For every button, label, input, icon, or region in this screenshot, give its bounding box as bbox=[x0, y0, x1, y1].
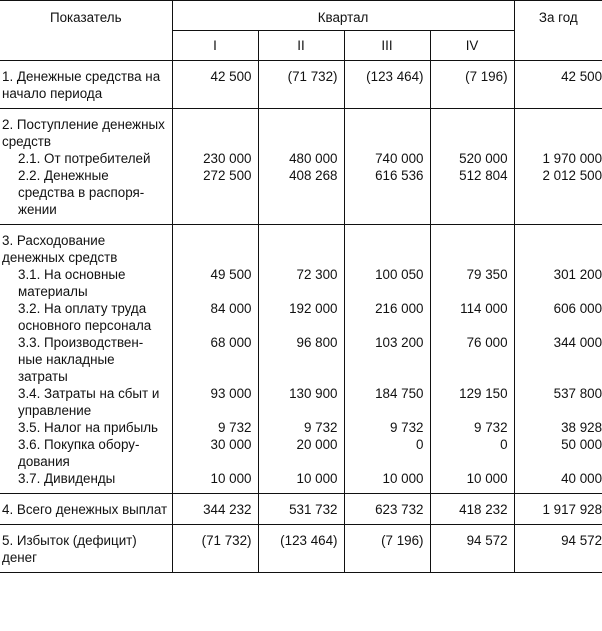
table-row bbox=[0, 225, 602, 267]
cell-quarter-1: 42 500 bbox=[172, 61, 258, 109]
table-row bbox=[0, 150, 602, 167]
cell-quarter-2: 408 268 bbox=[258, 167, 344, 225]
cell-quarter-3: 740 000 bbox=[344, 150, 430, 167]
cell-quarter-3: 0 bbox=[344, 436, 430, 470]
cell-quarter-2: 9 732 bbox=[258, 419, 344, 436]
header-quarter-4: IV bbox=[430, 31, 514, 61]
row-label: 3. Расходование денежных средств bbox=[0, 225, 172, 267]
header-quarter-3: III bbox=[344, 31, 430, 61]
cell-year: 301 200 bbox=[553, 267, 602, 282]
cell-quarter-3 bbox=[344, 225, 430, 267]
row-label: 2.1. От потребителей bbox=[0, 150, 172, 167]
cell-quarter-2: 72 300 bbox=[258, 266, 344, 300]
row-label: 3.3. Производствен-ные накладные затраты bbox=[0, 334, 172, 385]
cell-quarter-4: 418 232 bbox=[430, 494, 514, 525]
table-row bbox=[0, 419, 602, 436]
cell-year: 2 012 500 bbox=[542, 168, 602, 183]
row-label: 3.1. На основные материалы bbox=[0, 266, 172, 300]
cell-quarter-2: 20 000 bbox=[258, 436, 344, 470]
table-body bbox=[0, 61, 602, 573]
cell-quarter-4: 0 bbox=[430, 436, 514, 470]
row-label: 1. Денежные средства на начало периода bbox=[0, 61, 172, 109]
table-row bbox=[0, 494, 602, 525]
cell-year: 344 000 bbox=[553, 335, 602, 350]
cell-quarter-4: 129 150 bbox=[430, 385, 514, 419]
cell-quarter-4: (7 196) bbox=[430, 61, 514, 109]
row-label: 4. Всего денежных выплат bbox=[0, 494, 172, 525]
cell-quarter-3: 216 000 bbox=[344, 300, 430, 334]
table-row bbox=[0, 525, 602, 573]
row-label: 5. Избыток (дефицит) денег bbox=[0, 525, 172, 573]
cell-quarter-2 bbox=[258, 109, 344, 151]
cell-quarter-4: 10 000 bbox=[430, 470, 514, 494]
cell-quarter-2: 130 900 bbox=[258, 385, 344, 419]
cell-quarter-1: 344 232 bbox=[172, 494, 258, 525]
header-quarter-1: I bbox=[172, 31, 258, 61]
row-label: 2.2. Денежные средства в распоря-жении bbox=[0, 167, 172, 225]
cell-year: 1 917 928 bbox=[542, 502, 602, 517]
table-row bbox=[0, 385, 602, 419]
cell-quarter-1: 30 000 bbox=[172, 436, 258, 470]
cell-year: 38 928 bbox=[561, 420, 602, 435]
row-label: 3.6. Покупка обору-дования bbox=[0, 436, 172, 470]
row-label: 3.4. Затраты на сбыт и управление bbox=[0, 385, 172, 419]
cell-quarter-3: 9 732 bbox=[344, 419, 430, 436]
header-quarter: Квартал bbox=[172, 1, 514, 31]
table-row bbox=[0, 109, 602, 151]
row-label: 3.2. На оплату труда основного персонала bbox=[0, 300, 172, 334]
cell-quarter-1: 10 000 bbox=[172, 470, 258, 494]
cell-quarter-2 bbox=[258, 225, 344, 267]
cell-quarter-3: 10 000 bbox=[344, 470, 430, 494]
header-indicator: Показатель bbox=[0, 1, 172, 61]
cell-quarter-2: 192 000 bbox=[258, 300, 344, 334]
cell-quarter-1: 272 500 bbox=[172, 167, 258, 225]
cell-year: 42 500 bbox=[561, 69, 602, 84]
cell-quarter-4: 520 000 bbox=[430, 150, 514, 167]
cell-quarter-3: 623 732 bbox=[344, 494, 430, 525]
cell-year: 1 970 000 bbox=[542, 151, 602, 166]
cell-quarter-4: 76 000 bbox=[430, 334, 514, 385]
cell-quarter-3: 103 200 bbox=[344, 334, 430, 385]
cell-quarter-4: 512 804 bbox=[430, 167, 514, 225]
cell-quarter-1: 9 732 bbox=[172, 419, 258, 436]
cell-quarter-4 bbox=[430, 225, 514, 267]
cell-quarter-1: 93 000 bbox=[172, 385, 258, 419]
cell-quarter-2: 96 800 bbox=[258, 334, 344, 385]
cell-quarter-1 bbox=[172, 225, 258, 267]
table-row bbox=[0, 470, 602, 494]
cell-quarter-4 bbox=[430, 109, 514, 151]
cell-quarter-1: (71 732) bbox=[172, 525, 258, 573]
table-row bbox=[0, 436, 602, 470]
table-row bbox=[0, 61, 602, 109]
cell-quarter-3: 100 050 bbox=[344, 266, 430, 300]
table-row bbox=[0, 167, 602, 225]
cell-quarter-1: 49 500 bbox=[172, 266, 258, 300]
cell-year bbox=[514, 225, 602, 267]
row-label: 2. Поступление денежных средств bbox=[0, 109, 172, 151]
cell-quarter-1: 68 000 bbox=[172, 334, 258, 385]
cell-quarter-2: (71 732) bbox=[258, 61, 344, 109]
cell-quarter-3: 184 750 bbox=[344, 385, 430, 419]
header-year: За год bbox=[538, 10, 578, 25]
row-label: 3.5. Налог на прибыль bbox=[0, 419, 172, 436]
cell-year: 537 800 bbox=[553, 386, 602, 401]
cell-quarter-3: (7 196) bbox=[344, 525, 430, 573]
cell-quarter-2: 531 732 bbox=[258, 494, 344, 525]
cell-quarter-2: (123 464) bbox=[258, 525, 344, 573]
header-quarter-2: II bbox=[258, 31, 344, 61]
cell-quarter-4: 9 732 bbox=[430, 419, 514, 436]
cell-quarter-2: 480 000 bbox=[258, 150, 344, 167]
cell-quarter-3 bbox=[344, 109, 430, 151]
cell-quarter-3: (123 464) bbox=[344, 61, 430, 109]
row-label: 3.7. Дивиденды bbox=[0, 470, 172, 494]
cell-year: 94 572 bbox=[561, 533, 602, 548]
cell-year: 50 000 bbox=[561, 437, 602, 452]
cell-quarter-4: 79 350 bbox=[430, 266, 514, 300]
cell-quarter-1: 230 000 bbox=[172, 150, 258, 167]
cell-year bbox=[514, 109, 602, 151]
cell-quarter-1 bbox=[172, 109, 258, 151]
cell-quarter-3: 616 536 bbox=[344, 167, 430, 225]
cell-year: 40 000 bbox=[561, 471, 602, 486]
cell-quarter-4: 94 572 bbox=[430, 525, 514, 573]
cell-quarter-1: 84 000 bbox=[172, 300, 258, 334]
table-row bbox=[0, 334, 602, 385]
table-header bbox=[0, 1, 602, 61]
cell-quarter-4: 114 000 bbox=[430, 300, 514, 334]
table-row bbox=[0, 300, 602, 334]
cell-quarter-2: 10 000 bbox=[258, 470, 344, 494]
cell-year: 606 000 bbox=[553, 301, 602, 316]
table-row bbox=[0, 266, 602, 300]
